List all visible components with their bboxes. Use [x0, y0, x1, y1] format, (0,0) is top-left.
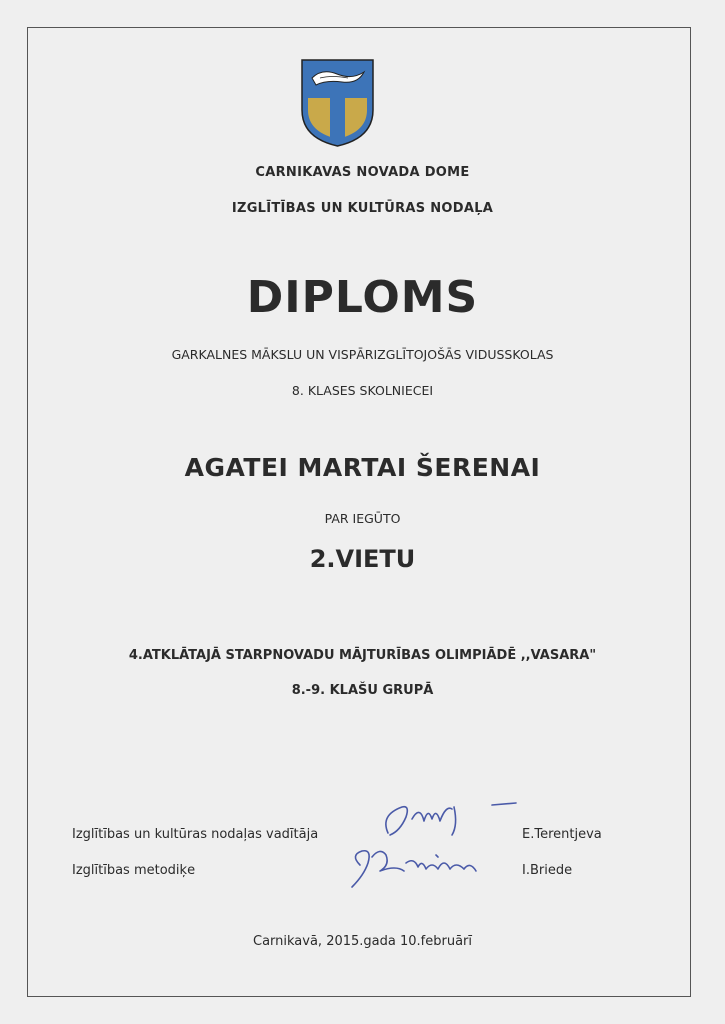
school-line: GARKALNES MĀKSLU UN VISPĀRIZGLĪTOJOŠĀS VIDUSSKOLAS — [171, 347, 554, 362]
for-line: PAR IEGŪTO — [324, 511, 401, 526]
class-line: 8. KLASES SKOLNIECEI — [291, 383, 434, 398]
recipient-name: AGATEI MARTAI ŠERENAI — [184, 453, 541, 482]
issuer-line-2: IZGLĪTĪBAS UN KULTŪRAS NODAĻA — [231, 201, 494, 216]
signatory-1-name: E.Terentjeva — [522, 827, 602, 842]
place-awarded: 2.VIETU — [309, 545, 416, 573]
document-title: DIPLOMS — [246, 272, 479, 323]
group-line: 8.-9. KLAŠU GRUPĀ — [291, 683, 434, 698]
signatory-2-role: Izglītības metodiķe — [72, 863, 196, 878]
handwritten-signatures — [340, 795, 530, 905]
signatory-2-name: I.Briede — [522, 863, 573, 878]
issue-date: Carnikavā, 2015.gada 10.februārī — [253, 934, 472, 949]
signatory-1-role: Izglītības un kultūras nodaļas vadītāja — [72, 827, 319, 842]
event-line: 4.ATKLĀTAJĀ STARPNOVADU MĀJTURĪBAS OLIMPIĀDĒ ,,VASARA" — [128, 648, 597, 663]
issuer-line-1: CARNIKAVAS NOVADA DOME — [255, 165, 470, 180]
coat-of-arms-icon — [300, 58, 375, 148]
